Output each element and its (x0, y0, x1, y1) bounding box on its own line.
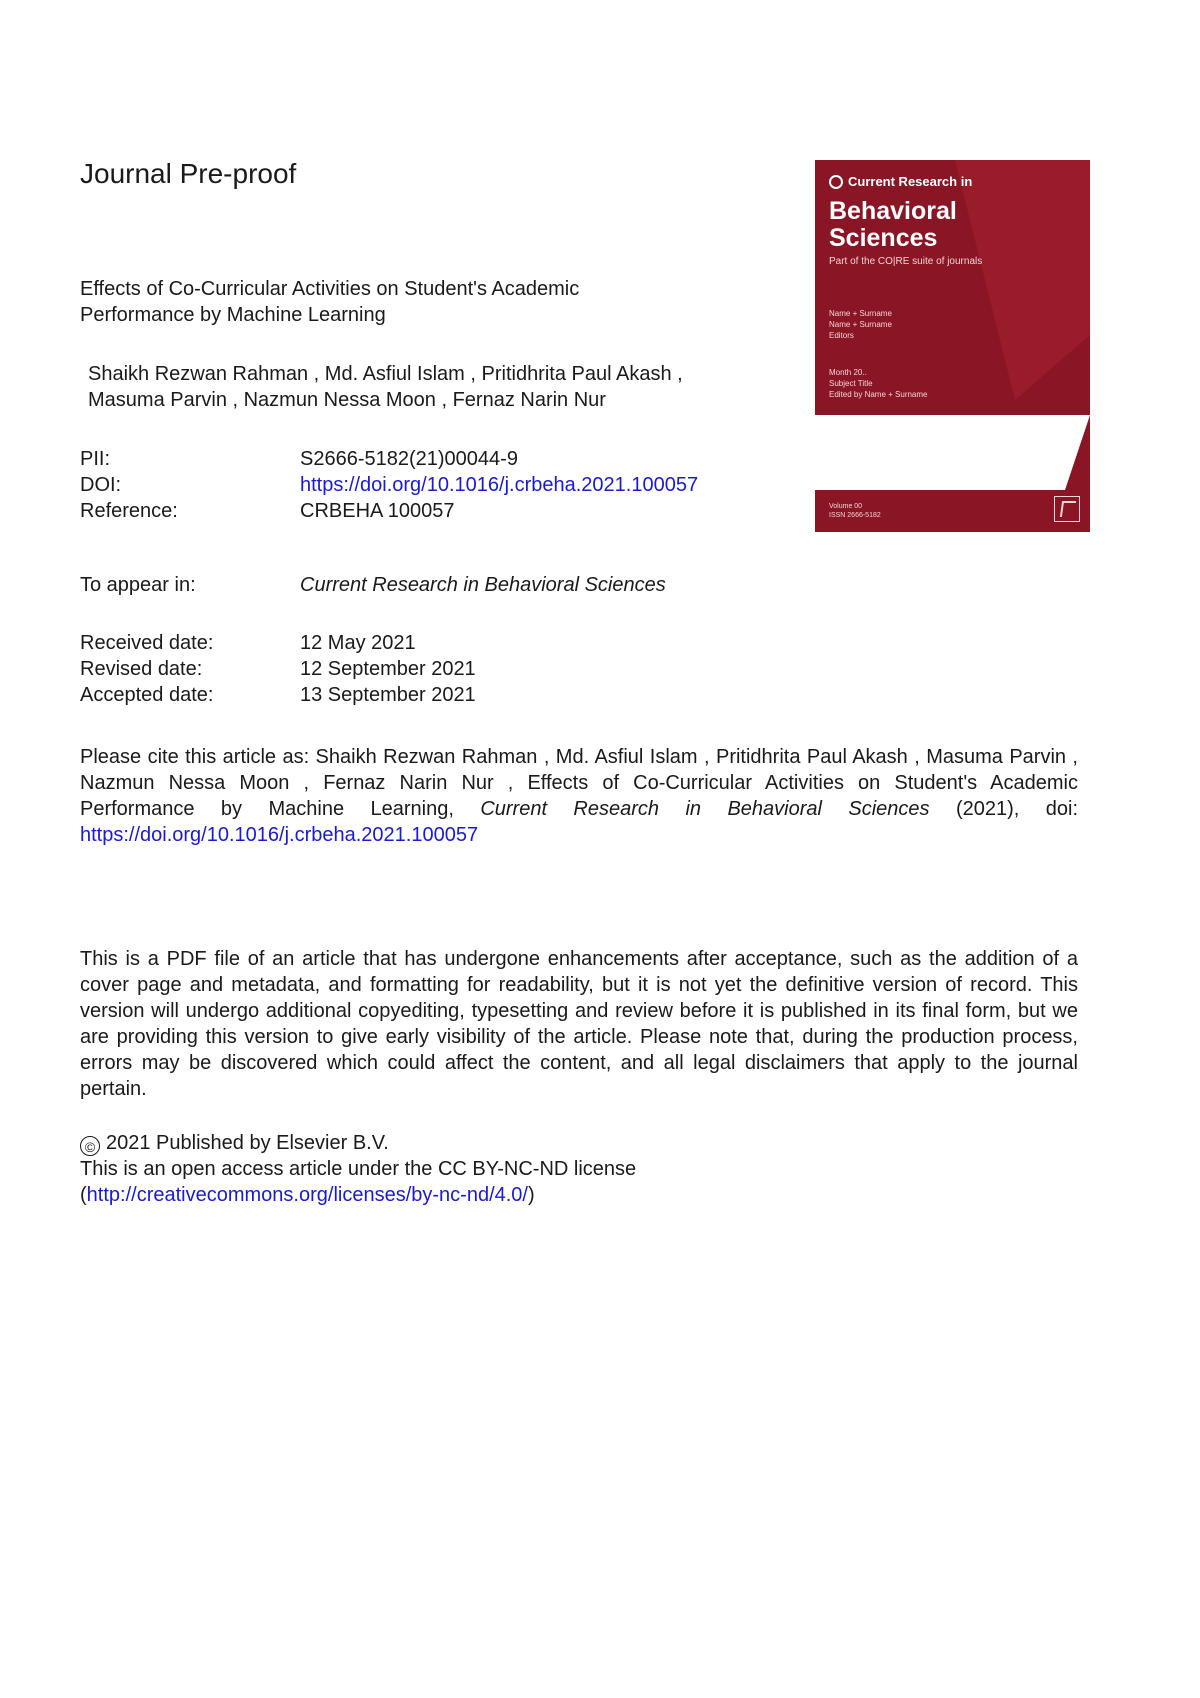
cover-subject (829, 367, 928, 400)
cover-suite-text: Part of the CO|RE suite of journals (829, 256, 983, 267)
author-line-1: Shaikh Rezwan Rahman , Md. Asfiul Islam , Pritidhrita Paul Akash , (88, 363, 683, 385)
copyright-text: 2021 Published by Elsevier B.V. (106, 1132, 389, 1154)
copyright-line-1 (80, 1130, 980, 1156)
copyright-icon: © (80, 1136, 100, 1156)
cover-volume-number: Volume 00 (829, 503, 863, 510)
accepted-row (0, 682, 1200, 708)
citation-journal: Current Research in Behavioral Sciences (480, 798, 930, 820)
cover-editors (829, 308, 892, 341)
pii-value: S2666-5182(21)00044-9 (300, 448, 518, 470)
journal-cover-image (815, 160, 1090, 532)
to-appear-journal: Current Research in Behavioral Sciences (300, 574, 666, 596)
citation-suffix: (2021), doi: (929, 798, 1078, 820)
doi-link[interactable]: https://doi.org/10.1016/j.crbeha.2021.100057 (300, 474, 699, 496)
cover-white-panel (815, 415, 1090, 490)
citation-paragraph (80, 744, 1078, 848)
license-url-link[interactable]: http://creativecommons.org/licenses/by-nc-nd/4.0/ (86, 1184, 528, 1206)
citation-doi-link[interactable]: https://doi.org/10.1016/j.crbeha.2021.100057 (80, 824, 479, 846)
cover-journal-name (829, 198, 957, 252)
article-title (80, 276, 700, 328)
cover-brand-row (829, 174, 972, 189)
cover-editor-1: Name + Surname (829, 309, 892, 318)
revised-row (0, 656, 1200, 682)
received-date: 12 May 2021 (300, 632, 416, 654)
pre-proof-notice: This is a PDF file of an article that has undergone enhancements after acceptance, such as the addition of a cover page and metadata, and formatting for readability, but it is not yet the definitive version of record. This version will undergo additional copyediting, typesetting and review before it is published in its final form, but we are providing this version to give early visibility of the article. Please note that, during the production process, errors may be discovered which could affect the content, and all legal disclaimers that apply to the journal pertain. (80, 948, 1078, 1100)
license-url-line (80, 1182, 980, 1208)
cover-issn: ISSN 2666-5182 (829, 512, 881, 519)
to-appear-label: To appear in: (80, 574, 196, 596)
author-line-2: Masuma Parvin , Nazmun Nessa Moon , Fernaz Narin Nur (88, 389, 606, 411)
pii-label: PII: (80, 448, 111, 470)
copyright-block (80, 1130, 980, 1208)
article-title-line-1: Effects of Co-Curricular Activities on Student's Academic (80, 278, 580, 300)
received-label: Received date: (80, 632, 214, 654)
reference-value: CRBEHA 100057 (300, 500, 455, 522)
cover-month: Month 20.. (829, 368, 867, 377)
cover-volume (829, 502, 881, 520)
cover-editors-label: Editors (829, 331, 854, 340)
accepted-date: 13 September 2021 (300, 684, 476, 706)
open-paren: ( (80, 1184, 87, 1206)
cover-brand-line: Current Research in (848, 174, 973, 189)
cover-journal-line-1: Behavioral (829, 197, 957, 225)
cover-editor-2: Name + Surname (829, 320, 892, 329)
revised-date: 12 September 2021 (300, 658, 476, 680)
accepted-label: Accepted date: (80, 684, 214, 706)
received-row (0, 630, 1200, 656)
license-line: This is an open access article under the CC BY-NC-ND license (80, 1158, 637, 1180)
revised-label: Revised date: (80, 658, 203, 680)
article-title-line-2: Performance by Machine Learning (80, 304, 386, 326)
cover-subject-title: Subject Title (829, 379, 873, 388)
journal-pre-proof-label: Journal Pre-proof (80, 158, 297, 189)
close-paren: ) (527, 1184, 535, 1206)
cover-journal-line-2: Sciences (829, 224, 938, 252)
doi-label: DOI: (80, 474, 122, 496)
core-logo-icon (829, 175, 843, 189)
cover-edited-by: Edited by Name + Surname (829, 390, 928, 399)
reference-label: Reference: (80, 500, 178, 522)
author-list (88, 361, 788, 413)
citation-prefix: Please cite this article as: Shaikh Rezwan Rahman , Md. Asfiul Islam , Pritidhrita Paul Akash , Masuma Parvin , Nazmun Nessa Moon , Fernaz Narin Nur , Effects of Co-Curricular Activities on Student's Academic Performance by Machine Learning, (80, 746, 1078, 820)
to-appear-row (0, 572, 1200, 598)
elsevier-logo-icon (1054, 496, 1080, 522)
